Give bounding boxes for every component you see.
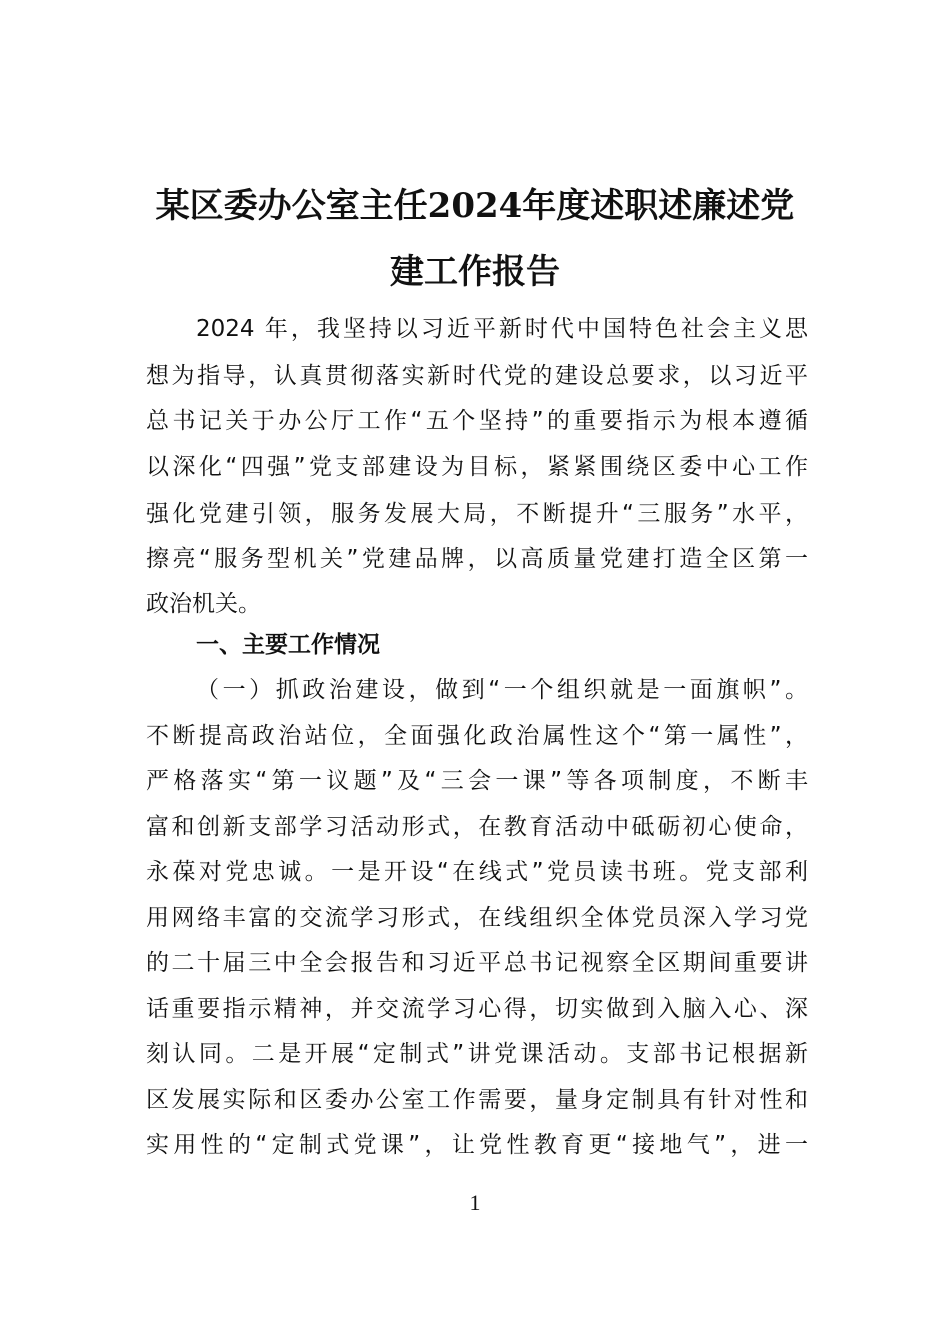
intro-line-1: 2024 年，我坚持以习近平新时代中国特色社会主义思 — [196, 316, 808, 342]
intro-line-4: 以深化“四强”党支部建设为目标，紧紧围绕区委中心工作 — [146, 454, 808, 480]
intro-line-3: 总书记关于办公厅工作“五个坚持”的重要指示为根本遵循 — [146, 408, 808, 434]
subsection-line-3: 严格落实“第一议题”及“三会一课”等各项制度，不断丰 — [146, 768, 808, 794]
intro-line-7: 政治机关。 — [146, 591, 261, 617]
intro-line-2: 想为指导，认真贯彻落实新时代党的建设总要求，以习近平 — [146, 363, 808, 389]
intro-line-5: 强化党建引领，服务发展大局，不断提升“三服务”水平， — [146, 501, 808, 527]
intro-line-6: 擦亮“服务型机关”党建品牌，以高质量党建打造全区第一 — [146, 546, 808, 572]
subsection-line-5: 永葆对党忠诚。一是开设“在线式”党员读书班。党支部利 — [146, 859, 808, 885]
subsection-line-1: （一）抓政治建设，做到“一个组织就是一面旗帜”。 — [196, 677, 808, 703]
document-title-line-2: 建工作报告 — [390, 252, 560, 292]
subsection-line-7: 的二十届三中全会报告和习近平总书记视察全区期间重要讲 — [146, 950, 808, 976]
document-title-line-1: 某区委办公室主任2024年度述职述廉述党 — [155, 186, 795, 226]
page-number: 1 — [469, 1190, 481, 1215]
subsection-line-4: 富和创新支部学习活动形式，在教育活动中砥砺初心使命， — [146, 814, 808, 840]
section-heading: 一、主要工作情况 — [196, 632, 380, 658]
subsection-line-10: 区发展实际和区委办公室工作需要，量身定制具有针对性和 — [146, 1087, 808, 1113]
subsection-line-8: 话重要指示精神，并交流学习心得，切实做到入脑入心、深 — [146, 996, 808, 1022]
subsection-line-2: 不断提高政治站位，全面强化政治属性这个“第一属性”， — [146, 723, 808, 749]
subsection-line-11: 实用性的“定制式党课”，让党性教育更“接地气”，进一 — [146, 1132, 808, 1158]
subsection-line-9: 刻认同。二是开展“定制式”讲党课活动。支部书记根据新 — [146, 1041, 808, 1067]
subsection-line-6: 用网络丰富的交流学习形式，在线组织全体党员深入学习党 — [146, 905, 808, 931]
